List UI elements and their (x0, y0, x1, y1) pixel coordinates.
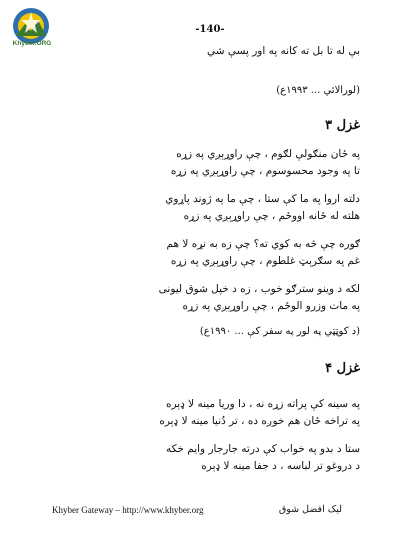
logo-caption: Khyber.ORG (12, 40, 52, 47)
date-note: (د کوټټي په لور په سفر کې ... ۱۹۹۰ع) (199, 326, 360, 337)
verse-line: ستا د بدو په خواب کې درته جارجار وایم خکه (165, 443, 360, 455)
date-note: (لورالائي ... ۱۹۹۳ع) (276, 85, 360, 96)
verse-line: غم په سګرېټ غلطوم ، چې راوړېږي په زړه (170, 255, 360, 267)
verse-line: په تراخه ځان هم خوږه ده ، تر دُنیا مینه لا ډېره (159, 415, 360, 427)
verse-line: ګوره چې څه به کوي ته؟ چې زه به نړه لا هم (166, 238, 360, 250)
page-number: -140- (195, 24, 225, 35)
verse-line: بې له تا بل ته کانه په اور پسې شي (206, 45, 360, 57)
section-heading: غزل ۳ (325, 118, 360, 133)
verse-line: هلته له ځانه اووځم ، چې راوړېږي په زړه (183, 210, 360, 222)
verse-line: په ځان منګولې لګوم ، چې راوړېږي په زړه (176, 148, 360, 160)
verse-line: لکه د وینو سترګو خوب ، زه د خپل شوق لیونی (158, 283, 360, 295)
footer-author: لیک افضل شوق (278, 504, 342, 515)
section-heading: غزل ۴ (325, 361, 360, 376)
verse-line: دلته اروا په ما کې ستا ، چې ما په ژوند پاړوي (165, 193, 360, 205)
verse-line: د دروغو تر لباسه ، د جفا مینه لا ډېره (201, 460, 360, 472)
verse-line: په سینه کې پراته زړه نه ، دا وریا مینه لا ډېره (165, 398, 360, 410)
footer-site-link[interactable]: Khyber Gateway – http://www.khyber.org (52, 505, 204, 515)
verse-line: تا په وجود محسوسوم ، چې راوړېږي په زړه (170, 165, 360, 177)
verse-line: په مات وزرو الوځم ، چې راوړېږي په زړه (182, 300, 360, 312)
